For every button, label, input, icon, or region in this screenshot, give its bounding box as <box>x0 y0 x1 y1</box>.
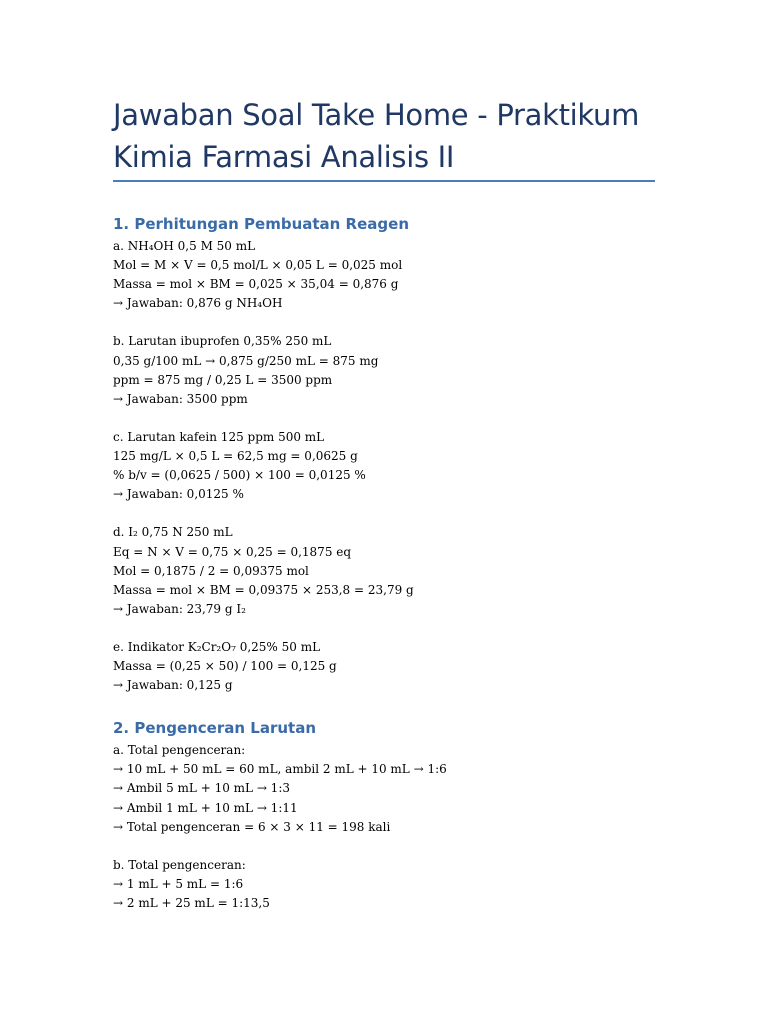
item-calculation-line: Massa = mol × BM = 0,025 × 35,04 = 0,876 g <box>113 277 399 292</box>
item-calculation-line: Massa = mol × BM = 0,09375 × 253,8 = 23,79 g <box>113 582 414 597</box>
item-calculation-line: → Total pengenceran = 6 × 3 × 11 = 198 kali <box>113 819 391 834</box>
section-1 <box>113 211 673 695</box>
item-question: b. Total pengenceran: <box>113 857 246 872</box>
item-question: c. Larutan kafein 125 ppm 500 mL <box>113 429 325 444</box>
item-calculation-line: % b/v = (0,0625 / 500) × 100 = 0,0125 % <box>113 468 366 483</box>
title-block <box>113 94 658 178</box>
section-2 <box>113 715 673 913</box>
answer-item <box>113 638 673 695</box>
answer-item <box>113 332 673 408</box>
item-calculation-line: → Ambil 1 mL + 10 mL → 1:11 <box>113 800 298 815</box>
item-question: a. Total pengenceran: <box>113 743 246 758</box>
item-calculation-line: → Jawaban: 3500 ppm <box>113 391 248 406</box>
section-heading: 2. Pengenceran Larutan <box>113 719 317 738</box>
item-calculation-line: → Jawaban: 0,876 g NH₄OH <box>113 296 283 311</box>
document-body <box>113 211 673 913</box>
item-calculation-line: Eq = N × V = 0,75 × 0,25 = 0,1875 eq <box>113 544 352 559</box>
item-calculation-line: → Jawaban: 0,125 g <box>113 678 233 693</box>
answer-item <box>113 523 673 618</box>
answer-item <box>113 428 673 504</box>
item-question: d. I₂ 0,75 N 250 mL <box>113 525 233 540</box>
answer-item <box>113 741 673 836</box>
item-calculation-line: Mol = M × V = 0,5 mol/L × 0,05 L = 0,025 mol <box>113 258 403 273</box>
item-calculation-line: → Jawaban: 23,79 g I₂ <box>113 601 246 616</box>
item-calculation-line: 125 mg/L × 0,5 L = 62,5 mg = 0,0625 g <box>113 449 358 464</box>
item-question: a. NH₄OH 0,5 M 50 mL <box>113 239 256 253</box>
answer-item <box>113 856 673 913</box>
item-calculation-line: Massa = (0,25 × 50) / 100 = 0,125 g <box>113 659 337 674</box>
item-calculation-line: → 2 mL + 25 mL = 1:13,5 <box>113 896 270 910</box>
document-title-line-1: Jawaban Soal Take Home - Praktikum <box>113 98 640 132</box>
document-title <box>113 94 658 178</box>
section-heading: 1. Perhitungan Pembuatan Reagen <box>113 215 409 233</box>
item-calculation-line: ppm = 875 mg / 0,25 L = 3500 ppm <box>113 372 333 387</box>
item-calculation-line: → Ambil 5 mL + 10 mL → 1:3 <box>113 781 290 796</box>
item-question: b. Larutan ibuprofen 0,35% 250 mL <box>113 334 332 349</box>
title-divider <box>113 180 655 182</box>
item-calculation-line: 0,35 g/100 mL → 0,875 g/250 mL = 875 mg <box>113 353 379 368</box>
item-calculation-line: Mol = 0,1875 / 2 = 0,09375 mol <box>113 563 309 578</box>
item-question: e. Indikator K₂Cr₂O₇ 0,25% 50 mL <box>113 639 321 654</box>
item-calculation-line: → 1 mL + 5 mL = 1:6 <box>113 876 244 891</box>
answer-item <box>113 237 673 313</box>
item-calculation-line: → 10 mL + 50 mL = 60 mL, ambil 2 mL + 10 mL → 1:6 <box>113 762 447 777</box>
document-title-line-2: Kimia Farmasi Analisis II <box>113 140 455 174</box>
item-calculation-line: → Jawaban: 0,0125 % <box>113 487 244 502</box>
